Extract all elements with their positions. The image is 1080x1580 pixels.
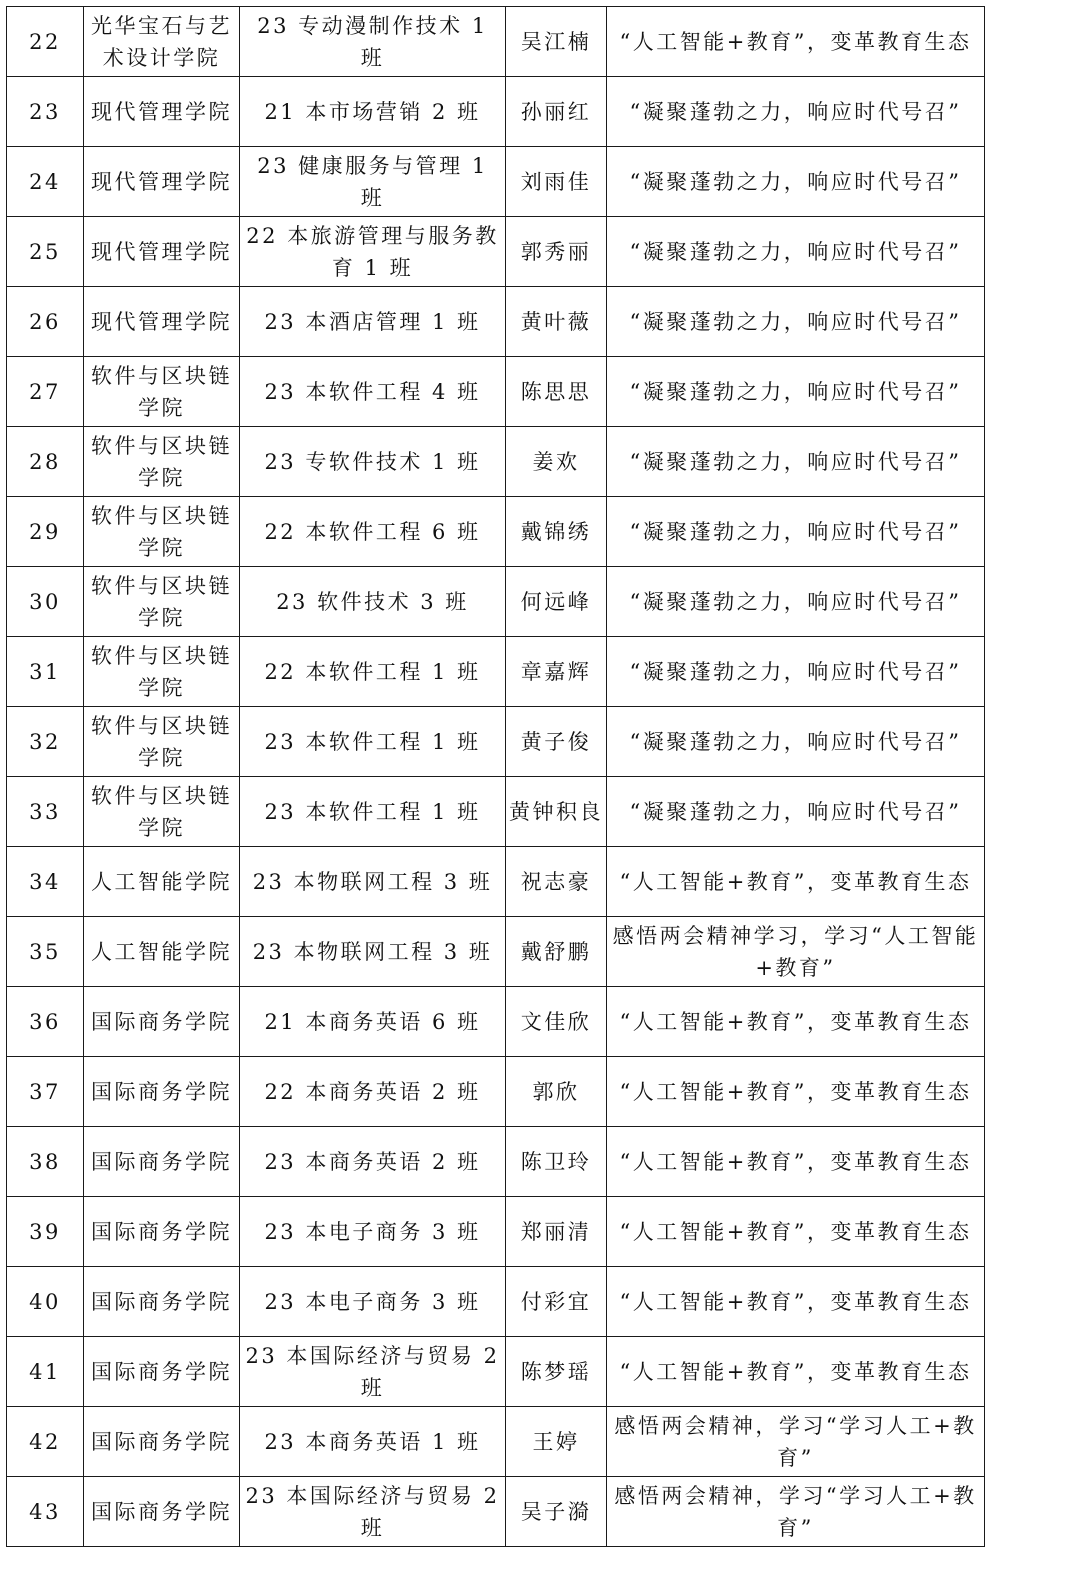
name-cell: 郑丽清 [506, 1197, 607, 1267]
college-cell: 软件与区块链学院 [84, 497, 240, 567]
table-row [7, 1057, 985, 1127]
college-cell: 人工智能学院 [84, 917, 240, 987]
theme-cell: “人工智能+教育”，变革教育生态 [607, 987, 985, 1057]
theme-cell: “凝聚蓬勃之力，响应时代号召” [607, 707, 985, 777]
row-number: 30 [7, 567, 84, 637]
theme-cell: “人工智能+教育”，变革教育生态 [607, 1267, 985, 1337]
class-cell: 23 本商务英语 2 班 [240, 1127, 506, 1197]
name-cell: 戴舒鹏 [506, 917, 607, 987]
college-cell: 现代管理学院 [84, 217, 240, 287]
row-number: 24 [7, 147, 84, 217]
class-cell: 23 本国际经济与贸易 2 班 [240, 1477, 506, 1547]
table-row [7, 357, 985, 427]
class-cell: 22 本软件工程 6 班 [240, 497, 506, 567]
college-cell: 软件与区块链学院 [84, 567, 240, 637]
row-number: 35 [7, 917, 84, 987]
theme-cell: “凝聚蓬勃之力，响应时代号召” [607, 287, 985, 357]
theme-cell: 感悟两会精神，学习“学习人工+教育” [607, 1477, 985, 1547]
college-cell: 光华宝石与艺术设计学院 [84, 7, 240, 77]
class-cell: 23 本物联网工程 3 班 [240, 917, 506, 987]
table-row [7, 217, 985, 287]
table-row [7, 1267, 985, 1337]
college-cell: 国际商务学院 [84, 987, 240, 1057]
row-number: 36 [7, 987, 84, 1057]
table-row [7, 777, 985, 847]
theme-cell: “凝聚蓬勃之力，响应时代号召” [607, 217, 985, 287]
name-cell: 祝志豪 [506, 847, 607, 917]
table-row [7, 497, 985, 567]
row-number: 37 [7, 1057, 84, 1127]
class-cell: 23 专动漫制作技术 1 班 [240, 7, 506, 77]
name-cell: 孙丽红 [506, 77, 607, 147]
theme-cell: “人工智能+教育”，变革教育生态 [607, 1337, 985, 1407]
table-row [7, 427, 985, 497]
college-cell: 软件与区块链学院 [84, 637, 240, 707]
name-cell: 陈卫玲 [506, 1127, 607, 1197]
table-row [7, 1197, 985, 1267]
name-cell: 陈梦瑶 [506, 1337, 607, 1407]
theme-cell: “凝聚蓬勃之力，响应时代号召” [607, 497, 985, 567]
college-cell: 国际商务学院 [84, 1057, 240, 1127]
class-cell: 23 本软件工程 1 班 [240, 777, 506, 847]
table-row [7, 707, 985, 777]
name-cell: 姜欢 [506, 427, 607, 497]
name-cell: 吴江楠 [506, 7, 607, 77]
theme-cell: 感悟两会精神，学习“学习人工+教育” [607, 1407, 985, 1477]
row-number: 33 [7, 777, 84, 847]
table-row [7, 637, 985, 707]
college-cell: 软件与区块链学院 [84, 707, 240, 777]
name-cell: 文佳欣 [506, 987, 607, 1057]
row-number: 23 [7, 77, 84, 147]
row-number: 31 [7, 637, 84, 707]
theme-cell: “凝聚蓬勃之力，响应时代号召” [607, 357, 985, 427]
row-number: 25 [7, 217, 84, 287]
college-cell: 国际商务学院 [84, 1407, 240, 1477]
college-cell: 现代管理学院 [84, 77, 240, 147]
class-cell: 22 本商务英语 2 班 [240, 1057, 506, 1127]
table-row [7, 567, 985, 637]
name-cell: 陈思思 [506, 357, 607, 427]
row-number: 40 [7, 1267, 84, 1337]
college-cell: 软件与区块链学院 [84, 357, 240, 427]
class-cell: 23 健康服务与管理 1 班 [240, 147, 506, 217]
theme-cell: “凝聚蓬勃之力，响应时代号召” [607, 427, 985, 497]
roster-table [6, 6, 985, 1547]
table-row [7, 1127, 985, 1197]
class-cell: 23 专软件技术 1 班 [240, 427, 506, 497]
class-cell: 22 本旅游管理与服务教育 1 班 [240, 217, 506, 287]
class-cell: 21 本市场营销 2 班 [240, 77, 506, 147]
class-cell: 23 本商务英语 1 班 [240, 1407, 506, 1477]
table-row [7, 1337, 985, 1407]
row-number: 28 [7, 427, 84, 497]
table-row [7, 987, 985, 1057]
college-cell: 国际商务学院 [84, 1337, 240, 1407]
row-number: 42 [7, 1407, 84, 1477]
college-cell: 国际商务学院 [84, 1267, 240, 1337]
theme-cell: “人工智能+教育”，变革教育生态 [607, 1197, 985, 1267]
name-cell: 黄钟积良 [506, 777, 607, 847]
college-cell: 现代管理学院 [84, 147, 240, 217]
name-cell: 黄叶薇 [506, 287, 607, 357]
theme-cell: “凝聚蓬勃之力，响应时代号召” [607, 637, 985, 707]
row-number: 43 [7, 1477, 84, 1547]
class-cell: 23 本电子商务 3 班 [240, 1267, 506, 1337]
college-cell: 软件与区块链学院 [84, 427, 240, 497]
row-number: 34 [7, 847, 84, 917]
table-row [7, 1407, 985, 1477]
table-row [7, 147, 985, 217]
name-cell: 刘雨佳 [506, 147, 607, 217]
row-number: 39 [7, 1197, 84, 1267]
college-cell: 现代管理学院 [84, 287, 240, 357]
college-cell: 国际商务学院 [84, 1197, 240, 1267]
college-cell: 国际商务学院 [84, 1127, 240, 1197]
row-number: 32 [7, 707, 84, 777]
theme-cell: “人工智能+教育”，变革教育生态 [607, 1057, 985, 1127]
row-number: 41 [7, 1337, 84, 1407]
class-cell: 22 本软件工程 1 班 [240, 637, 506, 707]
theme-cell: 感悟两会精神学习，学习“人工智能+教育” [607, 917, 985, 987]
name-cell: 章嘉辉 [506, 637, 607, 707]
table-row [7, 847, 985, 917]
college-cell: 软件与区块链学院 [84, 777, 240, 847]
table-row [7, 77, 985, 147]
table-row [7, 917, 985, 987]
roster-body [7, 7, 985, 1547]
class-cell: 23 软件技术 3 班 [240, 567, 506, 637]
row-number: 22 [7, 7, 84, 77]
theme-cell: “人工智能+教育”，变革教育生态 [607, 7, 985, 77]
theme-cell: “凝聚蓬勃之力，响应时代号召” [607, 147, 985, 217]
name-cell: 何远峰 [506, 567, 607, 637]
row-number: 27 [7, 357, 84, 427]
name-cell: 吴子漪 [506, 1477, 607, 1547]
college-cell: 国际商务学院 [84, 1477, 240, 1547]
class-cell: 23 本物联网工程 3 班 [240, 847, 506, 917]
theme-cell: “人工智能+教育”，变革教育生态 [607, 847, 985, 917]
name-cell: 王婷 [506, 1407, 607, 1477]
class-cell: 23 本软件工程 1 班 [240, 707, 506, 777]
row-number: 26 [7, 287, 84, 357]
theme-cell: “凝聚蓬勃之力，响应时代号召” [607, 77, 985, 147]
row-number: 38 [7, 1127, 84, 1197]
name-cell: 黄子俊 [506, 707, 607, 777]
theme-cell: “凝聚蓬勃之力，响应时代号召” [607, 777, 985, 847]
table-row [7, 7, 985, 77]
theme-cell: “凝聚蓬勃之力，响应时代号召” [607, 567, 985, 637]
class-cell: 23 本电子商务 3 班 [240, 1197, 506, 1267]
college-cell: 人工智能学院 [84, 847, 240, 917]
name-cell: 戴锦绣 [506, 497, 607, 567]
theme-cell: “人工智能+教育”，变革教育生态 [607, 1127, 985, 1197]
table-row [7, 1477, 985, 1547]
class-cell: 21 本商务英语 6 班 [240, 987, 506, 1057]
name-cell: 郭秀丽 [506, 217, 607, 287]
class-cell: 23 本国际经济与贸易 2 班 [240, 1337, 506, 1407]
class-cell: 23 本酒店管理 1 班 [240, 287, 506, 357]
name-cell: 付彩宜 [506, 1267, 607, 1337]
table-row [7, 287, 985, 357]
name-cell: 郭欣 [506, 1057, 607, 1127]
class-cell: 23 本软件工程 4 班 [240, 357, 506, 427]
row-number: 29 [7, 497, 84, 567]
